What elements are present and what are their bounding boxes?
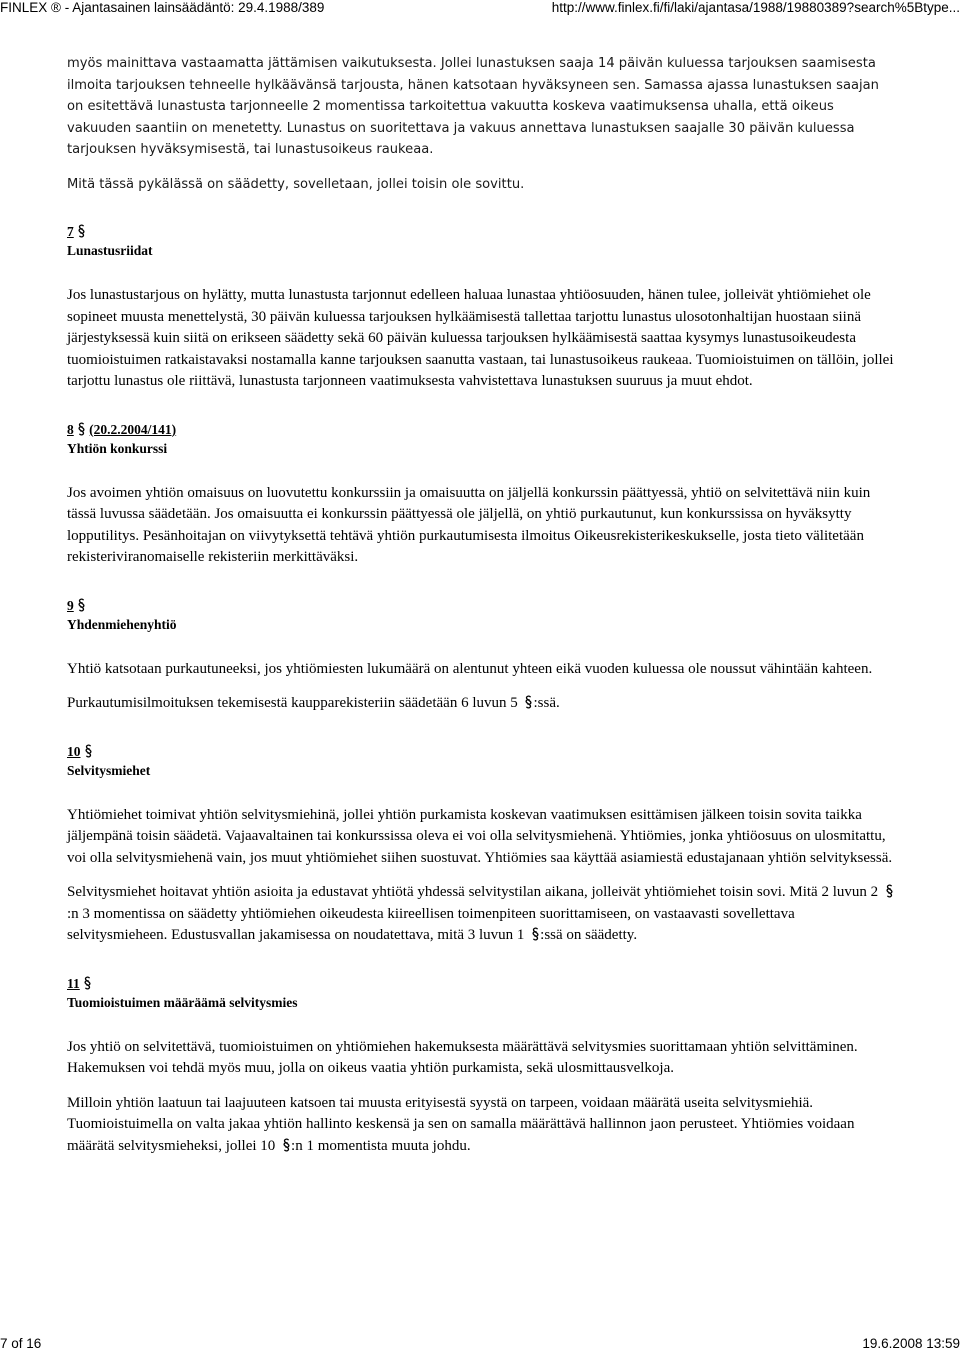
section-symbol-icon: [885, 884, 894, 898]
section-11: [67, 974, 897, 1158]
section-7-title: Lunastusriidat: [67, 243, 153, 258]
section-10-paragraph-2: [67, 882, 897, 947]
section-9-title: Yhdenmiehenyhtiö: [67, 616, 177, 632]
intro-paragraph-1: myös mainittava vastaamatta jättämisen vaikutuksesta. Jollei lunastuksen saaja 14 päivän kuluessa tarjouksen saamisesta ilmoita tarjouksen tehneelle hylkäävänsä tarjousta, hänen katsotaan hyväksyneen sen. Samassa ajassa lunastuksen saajan on esitettävä lunastusta tarjonneelle 2 momentissa tarkoitettua vakuutta koskeva vaatimuksensa uhalla, että oikeus vakuuden saantiin on menetetty. Lunastus on suoritettava ja vakuus annettava lunastuksen saajalle 30 päivän kuluessa tarjouksen hyväksymisestä, tai lunastusoikeus raukeaa.: [67, 56, 879, 157]
section-8-title: Yhtiön konkurssi: [67, 440, 168, 456]
law-text-content: [67, 53, 897, 1157]
print-header-url: http://www.finlex.fi/fi/laki/ajantasa/1988/19880389?search%5Btype...: [551, 0, 960, 15]
section-11-paragraph-2-part-b: :n 1 momentista muuta johdu.: [291, 1137, 471, 1154]
section-9: [67, 596, 897, 715]
section-9-paragraph-1: Yhtiö katsotaan purkautuneeksi, jos yhtiömiesten lukumäärä on alentunut yhteen eikä vuoden kuluessa ole noussut vähintään kahteen.: [67, 660, 873, 677]
section-7-link[interactable]: 7: [67, 224, 74, 239]
section-10-paragraph-2-part-a: Selvitysmiehet hoitavat yhtiön asioita ja edustavat yhtiötä yhdessä selvitystilan aikana, jolleivät yhtiömiehet toisin sovi. Mitä 2 luvun 2: [67, 884, 882, 900]
section-9-heading: [67, 596, 897, 615]
section-8-paragraph-1: Jos avoimen yhtiön omaisuus on luovutettu konkurssiin ja omaisuutta on jäljellä konkurssin päättyessä, yhtiö on selvitettävä niin kuin tässä luvussa säädetään. Jos omaisuutta ei konkurssin päättyessä ole jäljellä, on yhtiö purkautunut, kun konkurssissa on hyväksytty lopputilitys. Pesänhoitajan on viivytyksettä tehtävä yhtiön purkautumisesta ilmoitus Oikeusrekisterikeskukselle, josta tieto välitetään rekisteriviranomaiselle rekisteriin merkittäväksi.: [67, 484, 871, 565]
section-symbol-icon: [77, 422, 86, 436]
section-symbol-icon: [77, 598, 86, 612]
section-10-paragraph-2-part-b: :n 3 momentissa on säädetty yhtiömiehen oikeudesta kiireellisen toimenpiteen suorittamiseen, on vastaavasti sovellettava selvitysmieheen. Edustusvallan jakamisessa on noudatettava, mitä 3 luvun 1: [67, 905, 795, 943]
section-11-paragraph-2: [67, 1093, 897, 1158]
section-symbol-icon: [77, 224, 86, 238]
section-symbol-icon: [531, 927, 540, 941]
print-timestamp: 19.6.2008 13:59: [862, 1336, 960, 1351]
section-8: [67, 420, 897, 569]
section-7-heading: [67, 222, 897, 241]
section-symbol-icon: [84, 744, 93, 758]
section-11-heading: [67, 974, 897, 993]
section-8-heading: [67, 420, 897, 439]
section-9-link[interactable]: 9: [67, 597, 74, 613]
section-9-paragraph-2-text: Purkautumisilmoituksen tekemisestä kaupparekisteriin säädetään 6 luvun 5: [67, 695, 522, 711]
section-10-title: Selvitysmiehet: [67, 762, 151, 778]
intro-paragraph-2: Mitä tässä pykälässä on säädetty, sovelletaan, jollei toisin ole sovittu.: [67, 176, 525, 192]
section-10-heading: [67, 742, 897, 761]
section-10: [67, 742, 897, 947]
section-8-link[interactable]: 8: [67, 421, 74, 437]
section-11-paragraph-1: Jos yhtiö on selvitettävä, tuomioistuimen on yhtiömiehen hakemuksesta määrättävä selvitysmies suorittamaan yhtiön selvittäminen. Hakemuksen voi tehdä myös muu, jolla on oikeus vaatia yhtiön purkamista, sekä ulosmittausvelkoja.: [67, 1038, 858, 1076]
print-footer: [0, 1336, 960, 1353]
section-7-paragraph-1: Jos lunastustarjous on hylätty, mutta lunastusta tarjonnut edelleen haluaa lunastaa yhtiöosuuden, hänen tulee, jolleivät yhtiömiehet ole sopineet muusta menettelystä, 30 päivän kuluessa tarjouksen hylkäämisestä tallettaa tarjottu lunastus ulosotonhaltijan huostaan siinä järjestyksessä kuin siitä on erikseen säädetty sekä 60 päivän kuluessa tarjouksen hylkäämisestä saattaa kysymys lunastusoikeudesta tuomioistuimen ratkaistavaksi nostamalla kanne tarjouksen saanutta vastaan, tai lunastusoikeus raukeaa. Tuomioistuimen on tällöin, jollei tarjottu lunastus ole riittävä, lunastusta tarjonneen vaatimuksesta vahvistettava lunastuksen suuruus ja muut ehdot.: [67, 287, 894, 389]
print-header-title: FINLEX ® - Ajantasainen lainsäädäntö: 29.4.1988/389: [0, 0, 325, 15]
section-7: [67, 222, 897, 393]
section-11-paragraph-2-part-a: Milloin yhtiön laatuun tai laajuuteen katsoen tai muusta erityisestä syystä on tarpeen, voidaan määrätä useita selvitysmiehiä. Tuomioistuimella on valta jakaa yhtiön hallinto keskensä ja sen on samalla määrättävä hallinnon jaon perusteet. Yhtiömies voidaan määrätä selvitysmieheksi, jollei 10: [67, 1094, 855, 1154]
section-11-title: Tuomioistuimen määräämä selvitysmies: [67, 994, 298, 1010]
section-10-paragraph-1: Yhtiömiehet toimivat yhtiön selvitysmiehinä, jollei yhtiön purkamista koskevan vaatimuksen esittämisen jälkeen toisin sovita taikka jäljempänä toisin säädetä. Vajaavaltainen tai konkurssissa oleva ei voi olla selvitysmiehenä. Yhtiömies, jonka yhtiöosuus on ulosmitattu, voi olla selvitysmiehenä vain, jos muut yhtiömiehet siihen suostuvat. Yhtiömies saa käyttää asiamiestä edustajanaan yhtiön selvityksessä.: [67, 806, 893, 866]
section-10-link[interactable]: 10: [67, 743, 81, 759]
section-9-paragraph-2-suffix: :ssä.: [533, 695, 560, 711]
section-11-link[interactable]: 11: [67, 975, 80, 991]
section-9-paragraph-2: [67, 693, 897, 715]
section-10-paragraph-2-part-c: :ssä on säädetty.: [540, 927, 638, 943]
section-symbol-icon: [83, 976, 92, 990]
section-8-amendment-link[interactable]: (20.2.2004/141): [89, 421, 177, 437]
page-counter: 7 of 16: [0, 1336, 42, 1351]
print-header: [0, 0, 960, 18]
section-symbol-icon: [282, 1138, 291, 1152]
